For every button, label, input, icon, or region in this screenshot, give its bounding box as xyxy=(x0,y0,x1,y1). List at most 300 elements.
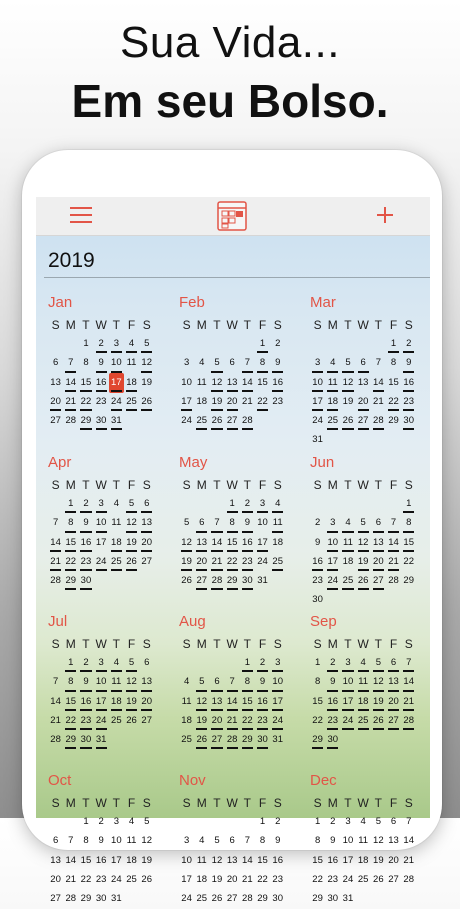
day-cell[interactable]: 20 xyxy=(139,693,154,712)
day-cell[interactable]: 28 xyxy=(403,873,414,885)
day-cell[interactable]: 28 xyxy=(225,731,240,750)
day-cell[interactable]: 12 xyxy=(373,835,384,847)
day-cell[interactable]: 6 xyxy=(139,495,154,514)
day-cell[interactable]: 6 xyxy=(390,816,397,827)
day-cell[interactable]: 7 xyxy=(63,354,78,373)
day-cell[interactable]: 3 xyxy=(113,816,119,827)
today-day-cell[interactable]: 17 xyxy=(109,374,124,393)
month-name[interactable]: Nov xyxy=(179,772,206,789)
day-cell[interactable]: 11 xyxy=(358,835,369,847)
month-name[interactable]: Jun xyxy=(310,454,335,471)
day-cell[interactable]: 7 xyxy=(401,654,416,673)
day-cell[interactable]: 18 xyxy=(196,395,208,407)
day-cell[interactable]: 27 xyxy=(209,731,224,750)
day-cell[interactable]: 11 xyxy=(126,357,137,369)
day-cell[interactable]: 12 xyxy=(141,835,152,847)
day-cell[interactable]: 24 xyxy=(94,712,109,731)
day-cell[interactable]: 13 xyxy=(371,534,386,553)
month-name[interactable]: Apr xyxy=(48,454,72,471)
day-cell[interactable]: 30 xyxy=(272,893,283,905)
day-cell[interactable]: 26 xyxy=(124,553,139,572)
day-cell[interactable]: 7 xyxy=(375,357,381,369)
day-cell[interactable]: 22 xyxy=(80,873,92,885)
day-cell[interactable]: 27 xyxy=(50,415,61,427)
day-cell[interactable]: 6 xyxy=(229,357,235,369)
day-cell[interactable]: 24 xyxy=(342,873,354,885)
day-cell[interactable]: 18 xyxy=(109,693,124,712)
day-cell[interactable]: 25 xyxy=(194,412,209,431)
day-cell[interactable]: 13 xyxy=(139,673,154,692)
day-cell[interactable]: 15 xyxy=(63,693,78,712)
day-cell[interactable]: 25 xyxy=(356,712,371,731)
day-cell[interactable]: 9 xyxy=(330,835,336,847)
day-cell[interactable]: 30 xyxy=(240,572,255,591)
day-cell[interactable]: 29 xyxy=(63,731,78,750)
day-cell[interactable]: 26 xyxy=(340,412,355,431)
day-cell[interactable]: 14 xyxy=(63,374,78,393)
month-name[interactable]: Sep xyxy=(310,613,337,630)
day-cell[interactable]: 30 xyxy=(325,731,340,750)
day-cell[interactable]: 21 xyxy=(50,714,61,726)
day-cell[interactable]: 3 xyxy=(325,514,340,533)
day-cell[interactable]: 8 xyxy=(259,835,266,847)
day-cell[interactable]: 25 xyxy=(124,393,139,412)
day-cell[interactable]: 22 xyxy=(225,553,240,572)
day-cell[interactable]: 15 xyxy=(401,534,416,553)
day-cell[interactable]: 10 xyxy=(342,835,354,847)
day-cell[interactable]: 26 xyxy=(194,731,209,750)
day-cell[interactable]: 16 xyxy=(272,854,283,866)
day-cell[interactable]: 4 xyxy=(270,495,285,514)
day-cell[interactable]: 23 xyxy=(78,712,93,731)
day-cell[interactable]: 2 xyxy=(314,517,321,529)
day-cell[interactable]: 8 xyxy=(390,357,397,369)
day-cell[interactable]: 5 xyxy=(209,354,224,373)
day-cell[interactable]: 9 xyxy=(78,673,93,692)
month-name[interactable]: Aug xyxy=(179,613,206,630)
day-cell[interactable]: 3 xyxy=(94,495,109,514)
day-cell[interactable]: 26 xyxy=(139,393,154,412)
day-cell[interactable]: 29 xyxy=(388,415,399,427)
day-cell[interactable]: 13 xyxy=(225,374,240,393)
day-cell[interactable]: 25 xyxy=(111,714,122,726)
day-cell[interactable]: 24 xyxy=(325,572,340,591)
day-cell[interactable]: 25 xyxy=(109,553,124,572)
day-cell[interactable]: 18 xyxy=(196,873,208,885)
day-cell[interactable]: 26 xyxy=(181,575,192,587)
day-cell[interactable]: 9 xyxy=(325,673,340,692)
day-cell[interactable]: 17 xyxy=(179,393,194,412)
day-cell[interactable]: 15 xyxy=(257,376,268,388)
day-cell[interactable]: 10 xyxy=(94,673,109,692)
day-cell[interactable]: 12 xyxy=(209,374,224,393)
day-cell[interactable]: 20 xyxy=(48,393,63,412)
day-cell[interactable]: 14 xyxy=(242,854,253,866)
day-cell[interactable]: 22 xyxy=(312,714,323,726)
day-cell[interactable]: 26 xyxy=(126,714,137,726)
day-cell[interactable]: 17 xyxy=(310,393,325,412)
day-cell[interactable]: 10 xyxy=(181,376,192,388)
day-cell[interactable]: 18 xyxy=(124,374,139,393)
day-cell[interactable]: 9 xyxy=(401,354,416,373)
day-cell[interactable]: 1 xyxy=(401,495,416,514)
day-cell[interactable]: 10 xyxy=(340,673,355,692)
day-cell[interactable]: 2 xyxy=(78,654,93,673)
day-cell[interactable]: 1 xyxy=(314,816,321,827)
day-cell[interactable]: 8 xyxy=(83,357,89,369)
day-cell[interactable]: 24 xyxy=(257,555,268,567)
day-cell[interactable]: 30 xyxy=(312,594,323,606)
day-cell[interactable]: 15 xyxy=(80,854,92,866)
day-cell[interactable]: 18 xyxy=(272,536,283,548)
day-cell[interactable]: 5 xyxy=(214,835,220,847)
day-cell[interactable]: 11 xyxy=(340,534,355,553)
day-cell[interactable]: 19 xyxy=(356,553,371,572)
day-cell[interactable]: 8 xyxy=(83,835,89,847)
day-cell[interactable]: 13 xyxy=(388,835,399,847)
day-cell[interactable]: 10 xyxy=(109,354,124,373)
day-cell[interactable]: 8 xyxy=(401,514,416,533)
day-cell[interactable]: 7 xyxy=(209,514,224,533)
month-name[interactable]: Jul xyxy=(48,613,68,630)
day-cell[interactable]: 1 xyxy=(386,335,401,354)
day-cell[interactable]: 20 xyxy=(225,393,240,412)
day-cell[interactable]: 6 xyxy=(52,357,59,369)
day-cell[interactable]: 9 xyxy=(78,514,93,533)
day-cell[interactable]: 11 xyxy=(356,673,371,692)
day-cell[interactable]: 31 xyxy=(257,575,268,587)
day-cell[interactable]: 22 xyxy=(255,393,270,412)
day-cell[interactable]: 25 xyxy=(181,734,192,746)
day-cell[interactable]: 19 xyxy=(141,376,152,388)
day-cell[interactable]: 2 xyxy=(94,335,109,354)
day-cell[interactable]: 17 xyxy=(95,536,107,548)
day-cell[interactable]: 24 xyxy=(340,712,355,731)
day-cell[interactable]: 15 xyxy=(388,376,399,388)
day-cell[interactable]: 31 xyxy=(342,893,354,905)
day-cell[interactable]: 19 xyxy=(373,854,384,866)
day-cell[interactable]: 14 xyxy=(240,374,255,393)
day-cell[interactable]: 4 xyxy=(124,335,139,354)
day-cell[interactable]: 23 xyxy=(272,395,283,407)
day-cell[interactable]: 25 xyxy=(325,412,340,431)
day-cell[interactable]: 30 xyxy=(78,731,93,750)
day-cell[interactable]: 22 xyxy=(78,393,93,412)
day-cell[interactable]: 12 xyxy=(340,374,355,393)
day-cell[interactable]: 17 xyxy=(270,693,285,712)
day-cell[interactable]: 29 xyxy=(225,572,240,591)
day-cell[interactable]: 30 xyxy=(94,412,109,431)
day-cell[interactable]: 18 xyxy=(325,393,340,412)
day-cell[interactable]: 18 xyxy=(181,714,192,726)
day-cell[interactable]: 19 xyxy=(371,693,386,712)
day-cell[interactable]: 12 xyxy=(194,693,209,712)
day-cell[interactable]: 12 xyxy=(139,354,154,373)
day-cell[interactable]: 11 xyxy=(181,695,192,707)
day-cell[interactable]: 3 xyxy=(340,654,355,673)
day-cell[interactable]: 11 xyxy=(111,517,122,529)
day-cell[interactable]: 19 xyxy=(124,534,139,553)
day-cell[interactable]: 3 xyxy=(183,835,190,847)
day-cell[interactable]: 3 xyxy=(255,495,270,514)
day-cell[interactable]: 4 xyxy=(199,835,205,847)
day-cell[interactable]: 5 xyxy=(340,354,355,373)
month-jan[interactable] xyxy=(48,293,156,431)
day-cell[interactable]: 21 xyxy=(209,553,224,572)
day-cell[interactable]: 6 xyxy=(356,354,371,373)
day-cell[interactable]: 20 xyxy=(226,873,238,885)
month-sep[interactable] xyxy=(310,612,418,750)
day-cell[interactable]: 15 xyxy=(225,534,240,553)
day-cell[interactable]: 24 xyxy=(181,415,192,427)
day-cell[interactable]: 30 xyxy=(401,412,416,431)
day-cell[interactable]: 3 xyxy=(109,335,124,354)
day-cell[interactable]: 17 xyxy=(342,854,354,866)
day-cell[interactable]: 1 xyxy=(259,816,266,827)
plus-icon[interactable] xyxy=(375,205,395,225)
day-cell[interactable]: 16 xyxy=(327,854,339,866)
day-cell[interactable]: 12 xyxy=(124,514,139,533)
day-cell[interactable]: 21 xyxy=(63,393,78,412)
day-cell[interactable]: 12 xyxy=(211,854,223,866)
day-cell[interactable]: 17 xyxy=(181,873,192,885)
day-cell[interactable]: 27 xyxy=(226,893,238,905)
day-cell[interactable]: 21 xyxy=(242,395,253,407)
day-cell[interactable]: 12 xyxy=(371,673,386,692)
day-cell[interactable]: 16 xyxy=(325,693,340,712)
day-cell[interactable]: 27 xyxy=(386,712,401,731)
day-cell[interactable]: 7 xyxy=(240,354,255,373)
day-cell[interactable]: 7 xyxy=(386,514,401,533)
day-cell[interactable]: 11 xyxy=(270,514,285,533)
day-cell[interactable]: 23 xyxy=(240,553,255,572)
day-cell[interactable]: 21 xyxy=(242,873,253,885)
day-cell[interactable]: 28 xyxy=(240,412,255,431)
month-name[interactable]: Mar xyxy=(310,294,336,311)
day-cell[interactable]: 22 xyxy=(240,712,255,731)
day-cell[interactable]: 16 xyxy=(401,374,416,393)
day-cell[interactable]: 28 xyxy=(401,712,416,731)
day-cell[interactable]: 16 xyxy=(78,693,93,712)
day-cell[interactable]: 19 xyxy=(194,712,209,731)
day-cell[interactable]: 1 xyxy=(83,338,89,349)
day-cell[interactable]: 29 xyxy=(403,575,414,587)
month-name[interactable]: Jan xyxy=(48,294,73,311)
day-cell[interactable]: 22 xyxy=(63,712,78,731)
day-cell[interactable]: 28 xyxy=(50,734,61,746)
day-cell[interactable]: 29 xyxy=(312,893,323,905)
day-cell[interactable]: 8 xyxy=(314,676,321,688)
day-cell[interactable]: 9 xyxy=(240,514,255,533)
day-cell[interactable]: 8 xyxy=(255,354,270,373)
day-cell[interactable]: 11 xyxy=(109,673,124,692)
day-cell[interactable]: 22 xyxy=(312,873,323,885)
day-cell[interactable]: 16 xyxy=(270,374,285,393)
day-cell[interactable]: 24 xyxy=(312,415,323,427)
day-cell[interactable]: 24 xyxy=(94,553,109,572)
day-cell[interactable]: 19 xyxy=(211,873,223,885)
day-cell[interactable]: 6 xyxy=(386,654,401,673)
day-cell[interactable]: 17 xyxy=(94,693,109,712)
day-cell[interactable]: 10 xyxy=(257,517,268,529)
day-cell[interactable]: 9 xyxy=(275,835,281,847)
day-cell[interactable]: 5 xyxy=(356,514,371,533)
day-cell[interactable]: 13 xyxy=(357,376,369,388)
day-cell[interactable]: 5 xyxy=(124,495,139,514)
month-dec[interactable] xyxy=(310,771,418,909)
day-cell[interactable]: 29 xyxy=(63,572,78,591)
day-cell[interactable]: 27 xyxy=(141,555,152,567)
day-cell[interactable]: 28 xyxy=(209,572,224,591)
month-feb[interactable] xyxy=(179,293,287,431)
day-cell[interactable]: 14 xyxy=(401,673,416,692)
month-nov[interactable] xyxy=(179,771,287,909)
day-cell[interactable]: 4 xyxy=(356,654,371,673)
day-cell[interactable]: 30 xyxy=(95,893,107,905)
day-cell[interactable]: 15 xyxy=(312,854,323,866)
day-cell[interactable]: 21 xyxy=(225,712,240,731)
day-cell[interactable]: 6 xyxy=(209,673,224,692)
month-name[interactable]: May xyxy=(179,454,208,471)
day-cell[interactable]: 10 xyxy=(181,854,192,866)
day-cell[interactable]: 4 xyxy=(340,514,355,533)
day-cell[interactable]: 18 xyxy=(356,693,371,712)
day-cell[interactable]: 9 xyxy=(255,673,270,692)
day-cell[interactable]: 14 xyxy=(386,534,401,553)
day-cell[interactable]: 23 xyxy=(312,575,323,587)
day-cell[interactable]: 30 xyxy=(78,572,93,591)
day-cell[interactable]: 3 xyxy=(270,654,285,673)
day-cell[interactable]: 31 xyxy=(312,434,323,446)
day-cell[interactable]: 16 xyxy=(255,693,270,712)
day-cell[interactable]: 23 xyxy=(272,873,283,885)
day-cell[interactable]: 14 xyxy=(50,695,61,707)
day-cell[interactable]: 3 xyxy=(345,816,351,827)
day-cell[interactable]: 20 xyxy=(386,693,401,712)
day-cell[interactable]: 5 xyxy=(144,816,150,827)
day-cell[interactable]: 23 xyxy=(327,873,339,885)
day-cell[interactable]: 4 xyxy=(109,654,124,673)
day-cell[interactable]: 28 xyxy=(65,415,77,427)
day-cell[interactable]: 25 xyxy=(340,572,355,591)
day-cell[interactable]: 24 xyxy=(111,873,122,885)
day-cell[interactable]: 16 xyxy=(78,534,93,553)
day-cell[interactable]: 9 xyxy=(314,536,321,548)
day-cell[interactable]: 30 xyxy=(255,731,270,750)
day-cell[interactable]: 2 xyxy=(255,654,270,673)
day-cell[interactable]: 14 xyxy=(209,534,224,553)
day-cell[interactable]: 21 xyxy=(401,693,416,712)
day-cell[interactable]: 10 xyxy=(310,374,325,393)
day-cell[interactable]: 19 xyxy=(179,553,194,572)
month-oct[interactable] xyxy=(48,771,156,909)
day-cell[interactable]: 8 xyxy=(63,673,78,692)
day-cell[interactable]: 20 xyxy=(50,873,61,885)
day-cell[interactable]: 4 xyxy=(325,354,340,373)
day-cell[interactable]: 25 xyxy=(357,873,369,885)
day-cell[interactable]: 8 xyxy=(240,673,255,692)
day-cell[interactable]: 25 xyxy=(126,873,137,885)
day-cell[interactable]: 29 xyxy=(78,412,93,431)
day-cell[interactable]: 9 xyxy=(270,354,285,373)
day-cell[interactable]: 12 xyxy=(124,673,139,692)
day-cell[interactable]: 30 xyxy=(327,893,339,905)
day-cell[interactable]: 9 xyxy=(94,354,109,373)
day-cell[interactable]: 16 xyxy=(95,854,107,866)
day-cell[interactable]: 2 xyxy=(275,816,281,827)
day-cell[interactable]: 20 xyxy=(356,393,371,412)
day-cell[interactable]: 6 xyxy=(229,835,235,847)
day-cell[interactable]: 23 xyxy=(255,712,270,731)
day-cell[interactable]: 4 xyxy=(183,676,190,688)
day-cell[interactable]: 13 xyxy=(194,534,209,553)
day-cell[interactable]: 18 xyxy=(357,854,369,866)
day-cell[interactable]: 26 xyxy=(211,893,223,905)
month-aug[interactable] xyxy=(179,612,287,750)
day-cell[interactable]: 19 xyxy=(124,693,139,712)
day-cell[interactable]: 26 xyxy=(141,873,152,885)
day-cell[interactable]: 7 xyxy=(52,676,59,688)
day-cell[interactable]: 6 xyxy=(144,657,150,668)
day-cell[interactable]: 15 xyxy=(63,534,78,553)
day-cell[interactable]: 13 xyxy=(139,514,154,533)
day-cell[interactable]: 23 xyxy=(78,553,93,572)
month-name[interactable]: Oct xyxy=(48,772,72,789)
day-cell[interactable]: 7 xyxy=(406,816,412,827)
day-cell[interactable]: 5 xyxy=(139,335,154,354)
day-cell[interactable]: 20 xyxy=(194,553,209,572)
day-cell[interactable]: 12 xyxy=(179,534,194,553)
day-cell[interactable]: 17 xyxy=(340,693,355,712)
day-cell[interactable]: 29 xyxy=(310,731,325,750)
day-cell[interactable]: 27 xyxy=(194,572,209,591)
day-cell[interactable]: 22 xyxy=(386,393,401,412)
day-cell[interactable]: 2 xyxy=(98,816,104,827)
day-cell[interactable]: 6 xyxy=(194,514,209,533)
day-cell[interactable]: 23 xyxy=(401,393,416,412)
day-cell[interactable]: 28 xyxy=(50,575,61,587)
day-cell[interactable]: 5 xyxy=(375,816,381,827)
day-cell[interactable]: 17 xyxy=(111,854,122,866)
day-cell[interactable]: 26 xyxy=(373,873,384,885)
day-cell[interactable]: 6 xyxy=(52,835,59,847)
day-cell[interactable]: 26 xyxy=(209,412,224,431)
day-cell[interactable]: 22 xyxy=(257,873,268,885)
day-cell[interactable]: 18 xyxy=(342,555,354,567)
day-cell[interactable]: 21 xyxy=(65,873,77,885)
day-cell[interactable]: 24 xyxy=(109,393,124,412)
day-cell[interactable]: 13 xyxy=(209,693,224,712)
day-cell[interactable]: 9 xyxy=(98,835,104,847)
day-cell[interactable]: 15 xyxy=(257,854,268,866)
day-cell[interactable]: 25 xyxy=(196,893,208,905)
day-cell[interactable]: 15 xyxy=(240,693,255,712)
day-cell[interactable]: 10 xyxy=(270,673,285,692)
day-cell[interactable]: 26 xyxy=(356,572,371,591)
day-cell[interactable]: 1 xyxy=(83,816,89,827)
day-cell[interactable]: 7 xyxy=(52,517,59,529)
day-cell[interactable]: 3 xyxy=(183,357,190,369)
day-cell[interactable]: 2 xyxy=(401,335,416,354)
day-cell[interactable]: 28 xyxy=(388,575,399,587)
day-cell[interactable]: 5 xyxy=(371,654,386,673)
day-cell[interactable]: 25 xyxy=(270,553,285,572)
day-cell[interactable]: 14 xyxy=(403,835,414,847)
day-cell[interactable]: 7 xyxy=(225,673,240,692)
day-cell[interactable]: 19 xyxy=(342,395,354,407)
day-cell[interactable]: 31 xyxy=(111,893,122,905)
day-cell[interactable]: 17 xyxy=(255,534,270,553)
